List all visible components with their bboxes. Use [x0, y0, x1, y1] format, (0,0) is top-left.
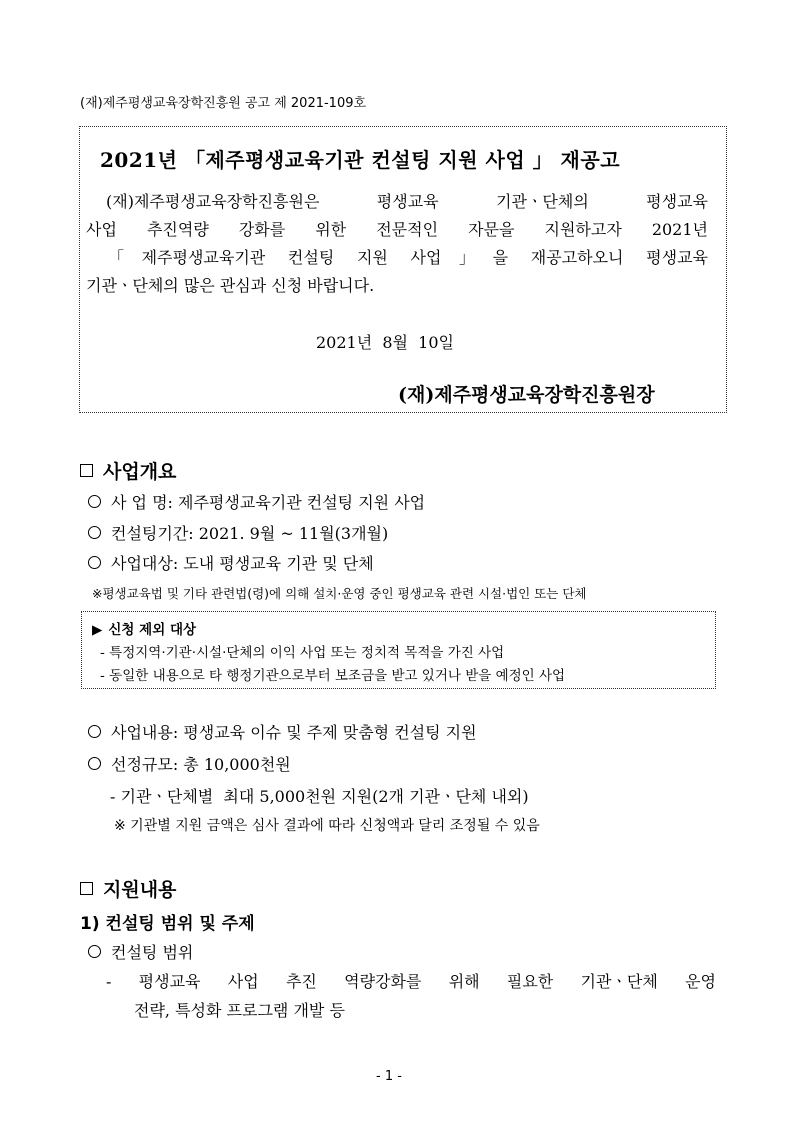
list-item-text: 사업내용: 평생교육 이슈 및 주제 맞춤형 컨설팅 지원: [111, 723, 477, 742]
word: 기관ㆍ단체: [580, 972, 658, 991]
circle-bullet-icon: [88, 526, 101, 539]
notice-body-line: 사업 추진역량 강화를 위한 전문적인 자문을 지원하고자 2021년: [86, 220, 708, 239]
word: 평생교육: [138, 972, 201, 991]
list-item-scale: [88, 752, 291, 775]
range-description-line: [106, 967, 716, 996]
list-item-text: 선정규모: 총 10,000천원: [111, 755, 291, 774]
target-note: ※평생교육법 및 기타 관련법(령)에 의해 설치·운영 중인 평생교육 관련 시설·법인 또는 단체: [92, 586, 587, 601]
exclusion-item: - 동일한 내용으로 타 행정기관으로부터 보조금을 받고 있거나 받을 예정인 사업: [100, 668, 566, 684]
word: 사업: [227, 972, 259, 991]
notice-number: (재)제주평생교육장학진흥원 공고 제 2021-109호: [80, 96, 367, 111]
list-item-text: 컨설팅기간: 2021. 9월 ~ 11월(3개월): [111, 524, 389, 543]
exclusion-title: [92, 618, 196, 638]
list-item-business-name: [88, 490, 425, 513]
exclusion-item: - 특정지역·기관·시설·단체의 이익 사업 또는 정치적 목적을 가진 사업: [100, 645, 505, 661]
circle-bullet-icon: [88, 945, 101, 958]
list-item-text: 사 업 명: 제주평생교육기관 컨설팅 지원 사업: [111, 493, 426, 512]
triangle-right-icon: ▶: [92, 622, 103, 638]
section-heading-overview: [80, 457, 176, 484]
section-heading-text: 지원내용: [103, 879, 177, 901]
notice-date: 2021년 8월 10일: [316, 333, 454, 352]
section-heading-text: 사업개요: [103, 461, 177, 483]
section-heading-support: [80, 875, 176, 902]
word: 운영: [685, 972, 716, 991]
word: -: [106, 972, 112, 991]
list-item-content: [88, 720, 477, 743]
notice-title: 2021년 「제주평생교육기관 컨설팅 지원 사업 」 재공고: [100, 148, 621, 172]
list-item-range: [88, 940, 193, 963]
word: 역량강화를: [344, 972, 422, 991]
notice-body-line: 기관ㆍ단체의 많은 관심과 신청 바랍니다.: [86, 276, 375, 295]
exclusion-title-text: 신청 제외 대상: [108, 622, 197, 638]
list-item-target: [88, 551, 374, 574]
list-item-text: 사업대상: 도내 평생교육 기관 및 단체: [111, 554, 374, 573]
word: 위해: [448, 972, 480, 991]
list-item-text: 컨설팅 범위: [111, 943, 194, 962]
range-description-line: 전략, 특성화 프로그램 개발 등: [134, 1001, 345, 1020]
word: 추진: [285, 972, 317, 991]
circle-bullet-icon: [88, 495, 101, 508]
circle-bullet-icon: [88, 725, 101, 738]
circle-bullet-icon: [88, 556, 101, 569]
notice-body-line: 「제주평생교육기관 컨설팅 지원 사업」을 재공고하오니 평생교육: [108, 248, 708, 267]
word: 필요한: [506, 972, 554, 991]
notice-body: [86, 188, 708, 300]
list-item-period: [88, 521, 388, 544]
notice-signer: (재)제주평생교육장학진흥원장: [398, 384, 655, 406]
checkbox-square-icon: [80, 464, 93, 477]
circle-bullet-icon: [88, 757, 101, 770]
range-description: [106, 967, 716, 1025]
subsection-heading: 1) 컨설팅 범위 및 주제: [80, 914, 255, 934]
checkbox-square-icon: [80, 882, 93, 895]
scale-note: ※ 기관별 지원 금액은 심사 결과에 따라 신청액과 달리 조정될 수 있음: [114, 818, 540, 834]
notice-body-line: (재)제주평생교육장학진흥원은 평생교육 기관ㆍ단체의 평생교육: [106, 192, 708, 211]
page-number: - 1 -: [376, 1069, 402, 1084]
scale-detail: - 기관ㆍ단체별 최대 5,000천원 지원(2개 기관ㆍ단체 내외): [110, 787, 529, 806]
